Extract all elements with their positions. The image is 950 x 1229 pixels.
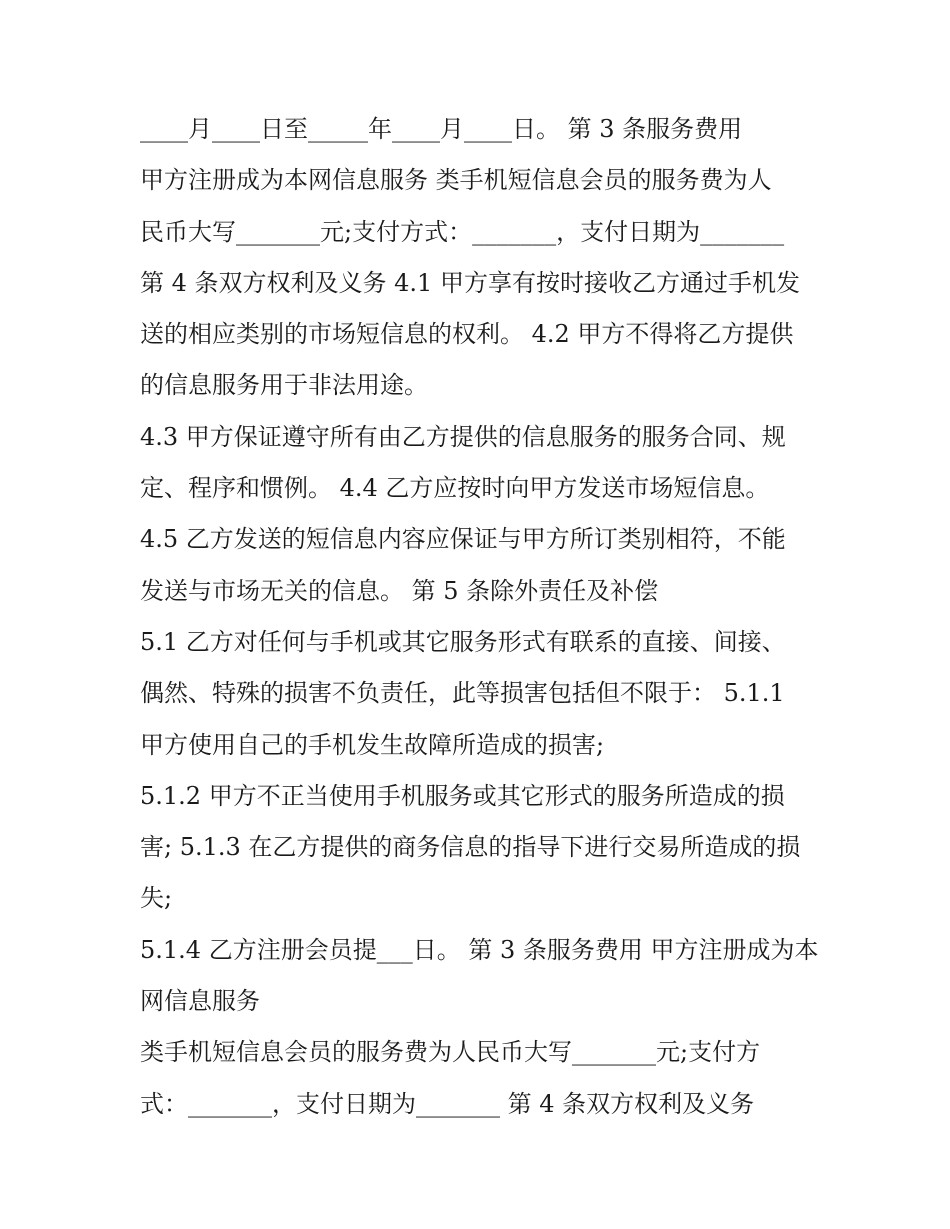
text-line: 送的相应类别的市场短信息的权利。 4.2 甲方不得将乙方提供 (140, 320, 794, 349)
text-line: 第 4 条双方权利及义务 4.1 甲方享有按时接收乙方通过手机发 (140, 268, 800, 297)
text-line: 5.1 乙方对任何与手机或其它服务形式有联系的直接、间接、 (140, 627, 786, 656)
text-line: 式：_______，支付日期为_______ 第 4 条双方权利及义务 (140, 1089, 755, 1118)
document-body (140, 104, 820, 1130)
text-line: 4.3 甲方保证遵守所有由乙方提供的信息服务的服务合同、规 (140, 422, 786, 451)
text-line: ____月____日至_____年____月____日。 第 3 条服务费用 (140, 115, 743, 143)
text-line: 5.1.2 甲方不正当使用手机服务或其它形式的服务所造成的损 (140, 781, 785, 810)
text-line: 失; (140, 884, 173, 913)
text-line: 甲方注册成为本网信息服务 类手机短信息会员的服务费为人 (140, 166, 772, 195)
text-line: 的信息服务用于非法用途。 (140, 371, 428, 400)
text-line: 网信息服务 (140, 987, 260, 1016)
text-line: 4.5 乙方发送的短信息内容应保证与甲方所订类别相符，不能 (140, 525, 786, 554)
text-line: 民币大写_______元;支付方式：_______，支付日期为_______ (140, 217, 785, 246)
text-line: 5.1.4 乙方注册会员提___日。 第 3 条服务费用 甲方注册成为本 (140, 935, 819, 964)
text-line: 发送与市场无关的信息。 第 5 条除外责任及补偿 (140, 576, 659, 605)
text-line: 甲方使用自己的手机发生故障所造成的损害; (140, 730, 605, 759)
text-line: 类手机短信息会员的服务费为人民币大写_______元;支付方 (140, 1038, 761, 1067)
text-line: 害; 5.1.3 在乙方提供的商务信息的指导下进行交易所造成的损 (140, 833, 801, 862)
text-line: 偶然、特殊的损害不负责任，此等损害包括但不限于： 5.1.1 (140, 679, 785, 708)
text-line: 定、程序和惯例。 4.4 乙方应按时向甲方发送市场短信息。 (140, 474, 770, 503)
